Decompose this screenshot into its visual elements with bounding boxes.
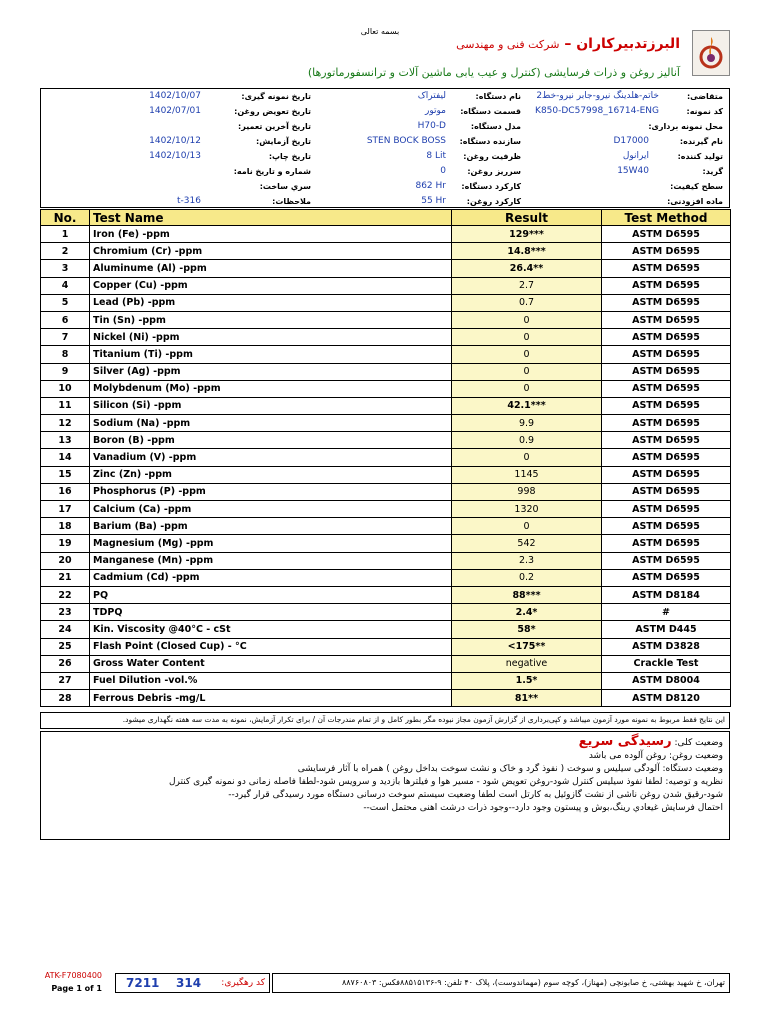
print-date-label: تاریخ چاپ: — [268, 152, 311, 161]
test-name-cell: Vanadium (V) -ppm — [90, 449, 452, 466]
company-name: البرزتدبيركاران — [576, 36, 680, 52]
oil-capacity-value: 8 Lit — [426, 151, 446, 161]
quality-level-label: سطح کیفیت: — [670, 182, 723, 191]
grade-label: گرید: — [702, 167, 723, 176]
test-method-cell: Crackle Test — [602, 655, 731, 672]
tracking-number-1: 7211 — [126, 976, 160, 990]
test-name-cell: Iron (Fe) -ppm — [90, 226, 452, 243]
test-method-cell: ASTM D6595 — [602, 552, 731, 569]
sample-code-label: کد نمونه: — [686, 107, 723, 116]
oil-change-date-value: 1402/07/01 — [149, 106, 201, 116]
sample-info-box — [40, 88, 730, 208]
table-row — [41, 243, 731, 260]
test-name-cell: Manganese (Mn) -ppm — [90, 552, 452, 569]
company-dash: – — [564, 36, 572, 52]
machine-status-text: وضعیت دستگاه: آلودگی سیلیس و سوخت ( نفوذ گرد و خاک و نشت سوخت بداخل روغن ) همراه با آثار فرسایشی — [297, 764, 723, 774]
serial-label: سري ساخت: — [259, 182, 311, 191]
row-number: 15 — [41, 466, 90, 483]
result-cell: 26.4** — [452, 260, 602, 277]
row-number: 12 — [41, 415, 90, 432]
result-cell: 542 — [452, 535, 602, 552]
device-model-value: H70-D — [417, 121, 446, 131]
header-test-method: Test Method — [602, 210, 731, 226]
notes-label: ملاحظات: — [272, 197, 311, 206]
consignee-label: نام گیرنده: — [679, 137, 723, 146]
result-cell: 129*** — [452, 226, 602, 243]
test-name-cell: Gross Water Content — [90, 655, 452, 672]
row-number: 4 — [41, 277, 90, 294]
row-number: 20 — [41, 552, 90, 569]
result-cell: 0 — [452, 346, 602, 363]
row-number: 6 — [41, 311, 90, 328]
test-name-cell: Chromium (Cr) -ppm — [90, 243, 452, 260]
row-number: 27 — [41, 672, 90, 689]
result-cell: 88*** — [452, 586, 602, 603]
table-row — [41, 518, 731, 535]
company-logo — [692, 30, 730, 76]
table-row — [41, 621, 731, 638]
sample-location-label: محل نمونه برداری: — [648, 122, 723, 131]
test-method-cell: ASTM D6595 — [602, 294, 731, 311]
requester-value: خاتم-هلدینگ نیرو-جابر نیرو-خط2 — [536, 91, 659, 101]
test-name-cell: Phosphorus (P) -ppm — [90, 483, 452, 500]
result-cell: 14.8*** — [452, 243, 602, 260]
result-cell: 58* — [452, 621, 602, 638]
result-cell: 2.7 — [452, 277, 602, 294]
test-name-cell: Flash Point (Closed Cup) - °C — [90, 638, 452, 655]
test-method-cell: ASTM D8004 — [602, 672, 731, 689]
result-cell: negative — [452, 655, 602, 672]
table-row — [41, 432, 731, 449]
table-row — [41, 329, 731, 346]
device-part-value: موتور — [425, 106, 446, 116]
table-row — [41, 449, 731, 466]
table-row — [41, 466, 731, 483]
disclaimer-text: این نتایج فقط مربوط به نمونه مورد آزمون میباشد و کپی‌برداری از گزارش آزمون مجاز نبوده مگر بطور کامل و از تمام مندرجات آن / برای تکرار آزمایش، نمونه به مدت سه هفته نگهداری میشود. — [40, 712, 730, 729]
test-method-cell: ASTM D6595 — [602, 277, 731, 294]
sampling-date-label: تاریخ نمونه گیری: — [241, 92, 311, 101]
result-cell: 2.4* — [452, 604, 602, 621]
test-method-cell: ASTM D6595 — [602, 449, 731, 466]
company-address: تهران، خ شهید بهشتی، خ صابونچی (مهناز)، کوچه سوم (مهماندوست)، پلاک ۴۰ تلفن: ۹-۸۸۵۱۵۱۳۶فکس: ۸۸۷۶۰۸۰۳ — [272, 973, 730, 993]
table-header-row — [41, 210, 731, 226]
result-cell: <175** — [452, 638, 602, 655]
row-number: 10 — [41, 380, 90, 397]
device-name-label: نام دستگاه: — [475, 92, 521, 101]
result-cell: 1320 — [452, 501, 602, 518]
tracking-number-2: 314 — [176, 976, 202, 990]
test-method-cell: ASTM D6595 — [602, 260, 731, 277]
report-subtitle: آنالیز روغن و ذرات فرسایشی (کنترل و عیب یابی ماشین آلات و ترانسفورماتورها) — [307, 66, 680, 79]
test-name-cell: Sodium (Na) -ppm — [90, 415, 452, 432]
table-row — [41, 380, 731, 397]
test-method-cell: ASTM D8184 — [602, 586, 731, 603]
result-cell: 0 — [452, 363, 602, 380]
result-cell: 81** — [452, 690, 602, 707]
row-number: 1 — [41, 226, 90, 243]
table-row — [41, 397, 731, 414]
row-number: 28 — [41, 690, 90, 707]
result-cell: 9.9 — [452, 415, 602, 432]
form-code: ATK-F7080400 — [44, 971, 102, 980]
test-method-cell: ASTM D6595 — [602, 363, 731, 380]
test-name-cell: Kin. Viscosity @40°C - cSt — [90, 621, 452, 638]
last-repair-date-label: تاریخ آخرین تعمیر: — [238, 122, 311, 131]
result-cell: 1145 — [452, 466, 602, 483]
recommendation-line-2: شود-رقیق شدن روغن ناشی از نشت گازوئیل به کارتل است لطفا وضعیت سیستم سوخت درسانی دستگاه مورد رسیدگی قرار گیرد-- — [228, 790, 723, 800]
test-method-cell: ASTM D445 — [602, 621, 731, 638]
test-method-cell: ASTM D6595 — [602, 569, 731, 586]
table-row — [41, 586, 731, 603]
manufacturer-value: STEN BOCK BOSS — [366, 136, 446, 146]
row-number: 13 — [41, 432, 90, 449]
result-cell: 2.3 — [452, 552, 602, 569]
header-test-name: Test Name — [90, 210, 452, 226]
device-name-value: لیفتراک — [417, 91, 446, 101]
test-method-cell: ASTM D6595 — [602, 501, 731, 518]
test-method-cell: ASTM D6595 — [602, 380, 731, 397]
header-no: No. — [41, 210, 90, 226]
table-body — [41, 226, 731, 707]
result-cell: 998 — [452, 483, 602, 500]
row-number: 14 — [41, 449, 90, 466]
table-row — [41, 672, 731, 689]
row-number: 9 — [41, 363, 90, 380]
row-number: 19 — [41, 535, 90, 552]
row-number: 22 — [41, 586, 90, 603]
table-row — [41, 690, 731, 707]
result-cell: 0 — [452, 518, 602, 535]
test-method-cell: ASTM D6595 — [602, 311, 731, 328]
test-name-cell: Nickel (Ni) -ppm — [90, 329, 452, 346]
overall-status-value: رسیدگی سریع — [578, 734, 672, 749]
oil-status-text: وضعیت روغن: روغن آلوده می باشد — [588, 751, 723, 761]
machine-hours-label: کارکرد دستگاه: — [461, 182, 521, 191]
test-date-label: تاریخ آزمایش: — [256, 137, 311, 146]
table-row — [41, 415, 731, 432]
test-method-cell: ASTM D6595 — [602, 466, 731, 483]
recommendation-line-1: نظریه و توصیه: لطفا نفوذ سیلیس کنترل شود-روغن تعویض شود - مسیر هوا و فیلترها بازدید و سرویس شود-لطفا فاصله زمانی دو نمونه گیری کنترل — [168, 777, 723, 787]
sampling-date-value: 1402/10/07 — [149, 91, 201, 101]
table-row — [41, 501, 731, 518]
test-name-cell: Barium (Ba) -ppm — [90, 518, 452, 535]
row-number: 21 — [41, 569, 90, 586]
test-method-cell: ASTM D6595 — [602, 346, 731, 363]
test-method-cell: ASTM D8120 — [602, 690, 731, 707]
test-name-cell: Lead (Pb) -ppm — [90, 294, 452, 311]
test-name-cell: Ferrous Debris -mg/L — [90, 690, 452, 707]
test-method-cell: ASTM D6595 — [602, 483, 731, 500]
table-row — [41, 604, 731, 621]
row-number: 3 — [41, 260, 90, 277]
table-row — [41, 552, 731, 569]
row-number: 11 — [41, 397, 90, 414]
tracking-label: کد رهگیری: — [221, 978, 265, 988]
additive-label: ماده افزودنی: — [667, 197, 723, 206]
requester-label: متقاضی: — [686, 92, 723, 101]
test-name-cell: Titanium (Ti) -ppm — [90, 346, 452, 363]
test-name-cell: Calcium (Ca) -ppm — [90, 501, 452, 518]
company-header — [300, 36, 680, 52]
test-name-cell: TDPQ — [90, 604, 452, 621]
company-subtitle: شرکت فنی و مهندسی — [456, 38, 560, 51]
overall-status-label: وضعیت کلی: — [674, 738, 723, 748]
header-result: Result — [452, 210, 602, 226]
oil-hours-value: 55 Hr — [421, 196, 446, 206]
row-number: 25 — [41, 638, 90, 655]
test-name-cell: Silicon (Si) -ppm — [90, 397, 452, 414]
tracking-code-box — [115, 973, 270, 993]
result-cell: 0 — [452, 449, 602, 466]
table-row — [41, 294, 731, 311]
row-number: 16 — [41, 483, 90, 500]
result-cell: 0.7 — [452, 294, 602, 311]
row-number: 5 — [41, 294, 90, 311]
oil-change-date-label: تاریخ تعویض روغن: — [234, 107, 311, 116]
test-name-cell: PQ — [90, 586, 452, 603]
row-number: 7 — [41, 329, 90, 346]
row-number: 2 — [41, 243, 90, 260]
result-cell: 0 — [452, 380, 602, 397]
table-row — [41, 346, 731, 363]
sample-code-value: K850-DC57998_16714-ENG — [535, 106, 659, 116]
row-number: 18 — [41, 518, 90, 535]
result-cell: 42.1*** — [452, 397, 602, 414]
table-row — [41, 569, 731, 586]
table-row — [41, 226, 731, 243]
test-method-cell: ASTM D6595 — [602, 329, 731, 346]
table-row — [41, 260, 731, 277]
test-name-cell: Tin (Sn) -ppm — [90, 311, 452, 328]
test-method-cell: ASTM D6595 — [602, 397, 731, 414]
table-row — [41, 363, 731, 380]
page-number: Page 1 of 1 — [51, 984, 102, 993]
row-number: 8 — [41, 346, 90, 363]
test-name-cell: Zinc (Zn) -ppm — [90, 466, 452, 483]
result-cell: 0 — [452, 329, 602, 346]
test-method-cell: ASTM D6595 — [602, 518, 731, 535]
row-number: 26 — [41, 655, 90, 672]
print-date-value: 1402/10/13 — [149, 151, 201, 161]
letter-number-label: شماره و تاریخ نامه: — [233, 167, 311, 176]
row-number: 24 — [41, 621, 90, 638]
manufacturer-label: سازنده دستگاه: — [459, 137, 521, 146]
test-name-cell: Cadmium (Cd) -ppm — [90, 569, 452, 586]
test-method-cell: # — [602, 604, 731, 621]
test-name-cell: Silver (Ag) -ppm — [90, 363, 452, 380]
test-method-cell: ASTM D6595 — [602, 415, 731, 432]
machine-hours-value: 862 Hr — [415, 181, 446, 191]
device-part-label: قسمت دستگاه: — [460, 107, 521, 116]
bismillah-text: بسمه تعالی — [360, 27, 400, 36]
oil-capacity-label: ظرفیت روغن: — [463, 152, 521, 161]
test-name-cell: Copper (Cu) -ppm — [90, 277, 452, 294]
test-name-cell: Boron (B) -ppm — [90, 432, 452, 449]
table-row — [41, 638, 731, 655]
oil-topup-value: 0 — [440, 166, 446, 176]
device-model-label: مدل دستگاه: — [470, 122, 521, 131]
grade-value: 15W40 — [617, 166, 649, 176]
result-cell: 0 — [452, 311, 602, 328]
test-method-cell: ASTM D6595 — [602, 535, 731, 552]
comments-box — [40, 731, 730, 840]
row-number: 23 — [41, 604, 90, 621]
test-method-cell: ASTM D3828 — [602, 638, 731, 655]
result-cell: 1.5* — [452, 672, 602, 689]
test-method-cell: ASTM D6595 — [602, 243, 731, 260]
producer-value: ایرانول — [622, 151, 649, 161]
recommendation-line-3: احتمال فرسایش غیعادي رینگ،بوش و پیستون وجود دارد--وجود ذرات درشت اهنی محتمل است-- — [363, 803, 723, 813]
oil-topup-label: سرریز روغن: — [467, 167, 521, 176]
test-name-cell: Magnesium (Mg) -ppm — [90, 535, 452, 552]
test-method-cell: ASTM D6595 — [602, 432, 731, 449]
test-name-cell: Aluminume (Al) -ppm — [90, 260, 452, 277]
table-row — [41, 277, 731, 294]
test-method-cell: ASTM D6595 — [602, 226, 731, 243]
test-date-value: 1402/10/12 — [149, 136, 201, 146]
result-cell: 0.2 — [452, 569, 602, 586]
table-row — [41, 311, 731, 328]
consignee-value: D17000 — [613, 136, 649, 146]
table-row — [41, 535, 731, 552]
result-cell: 0.9 — [452, 432, 602, 449]
test-results-table — [40, 209, 731, 707]
producer-label: تولید کننده: — [677, 152, 723, 161]
footer-form-info — [40, 971, 102, 993]
test-name-cell: Fuel Dilution -vol.% — [90, 672, 452, 689]
notes-value: t-316 — [177, 196, 201, 206]
table-row — [41, 655, 731, 672]
row-number: 17 — [41, 501, 90, 518]
test-name-cell: Molybdenum (Mo) -ppm — [90, 380, 452, 397]
table-row — [41, 483, 731, 500]
oil-hours-label: کارکرد روغن: — [466, 197, 521, 206]
